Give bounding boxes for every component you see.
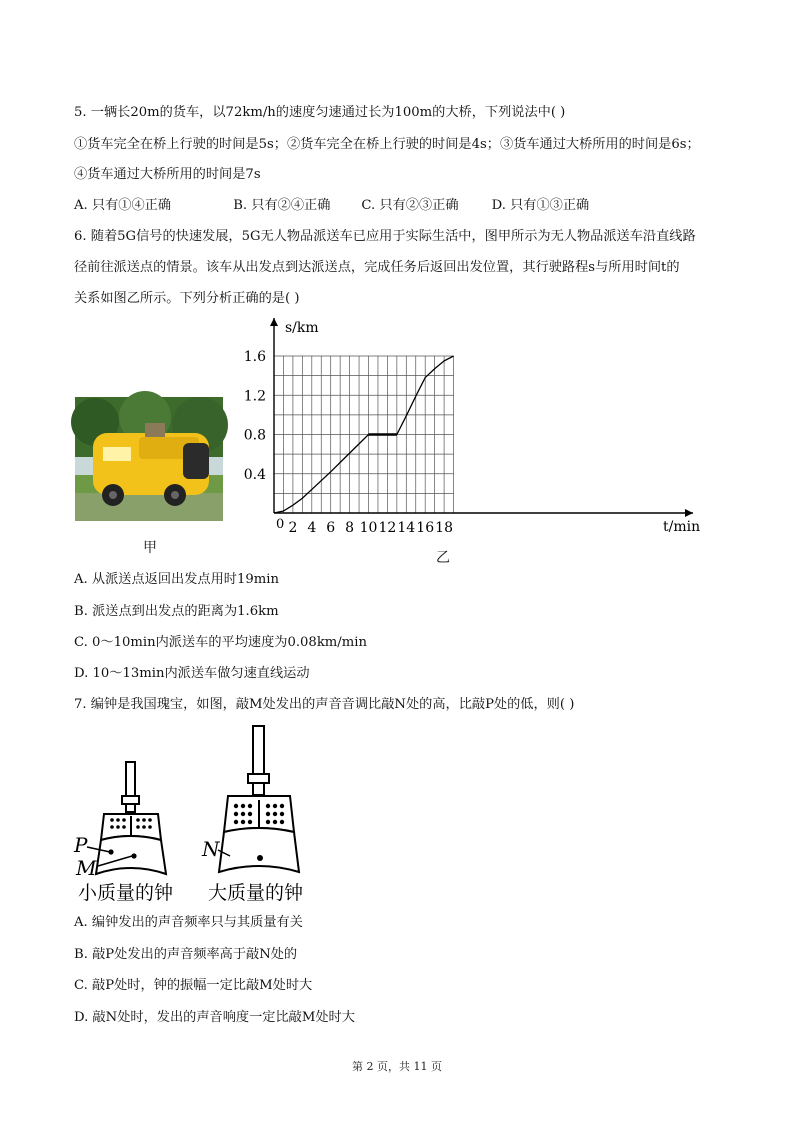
y-tick-label: 1.6 (243, 349, 266, 365)
y-tick-label: 1.2 (243, 388, 266, 405)
q6-option-c: C. 0～10min内派送车的平均速度为0.08km/min (74, 635, 367, 650)
x-tick-label: 16 (416, 520, 435, 536)
q5-option-d: D. 只有①③正确 (491, 198, 590, 213)
q5-statements-1: ①货车完全在桥上行驶的时间是5s；②货车完全在桥上行驶的时间是4s；③货车通过大桥所用的时间是6s； (74, 137, 700, 152)
x-tick-label: 12 (378, 520, 397, 536)
x-tick-label: 10 (359, 520, 378, 536)
bianzhong-figure (70, 722, 320, 911)
y-tick-label: 0.8 (243, 427, 266, 444)
q5-option-b: B. 只有②④正确 (233, 198, 331, 213)
q6-option-a: A. 从派送点返回出发点用时19min (74, 572, 279, 587)
x-tick-label: 6 (326, 520, 336, 536)
x-axis-arrow (685, 509, 693, 517)
x-tick-label: 8 (345, 520, 355, 536)
photo-caption: 甲 (143, 540, 157, 556)
x-axis-label: t/min (663, 519, 701, 535)
q6-option-d: D. 10～13min内派送车做匀速直线运动 (74, 666, 310, 681)
q6-option-b: B. 派送点到出发点的距离为1.6km (74, 604, 279, 619)
q7-stem: 7. 编钟是我国瑰宝，如图，敲M处发出的声音音调比敲N处的高，比敲P处的低，则( ) (74, 697, 575, 712)
label-p: P (74, 833, 88, 857)
q5-statements-2: ④货车通过大桥所用的时间是7s (74, 167, 261, 182)
y-axis-arrow (270, 318, 278, 326)
x-tick-label: 14 (397, 520, 416, 536)
q5-options (74, 197, 589, 215)
s-t-chart (243, 312, 715, 564)
x-tick-label: 18 (435, 520, 454, 536)
q6-stem-2: 径前往派送点的情景。该车从出发点到达派送点，完成任务后返回出发位置，其行驶路程s与所用时间t的 (74, 260, 680, 275)
x-tick-label: 4 (307, 520, 317, 536)
small-bell (96, 762, 166, 874)
label-n: N (202, 837, 220, 861)
q5-option-a: A. 只有①④正确 (74, 198, 172, 213)
delivery-vehicle-photo (75, 397, 223, 521)
q6-stem-3: 关系如图乙所示。下列分析正确的是( ) (74, 291, 300, 306)
label-m: M (76, 856, 97, 880)
y-tick-label: 0.4 (243, 466, 266, 483)
page-footer: 第 2 页，共 11 页 (352, 1060, 442, 1073)
q5-option-c: C. 只有②③正确 (361, 198, 459, 213)
q6-stem-1: 6. 随着5G信号的快速发展，5G无人物品派送车已应用于实际生活中，图甲所示为无人物品派送车沿直线路 (74, 229, 696, 244)
large-bell (219, 726, 299, 872)
s-t-chart-svg (243, 312, 715, 560)
large-bell-caption: 大质量的钟 (208, 882, 304, 904)
q7-option-b: B. 敲P处发出的声音频率高于敲N处的 (74, 947, 298, 962)
x-tick-label: 2 (288, 520, 298, 536)
q7-option-c: C. 敲P处时，钟的振幅一定比敲M处时大 (74, 978, 313, 993)
x-tick-label: 0 (276, 517, 285, 532)
y-axis-label: s/km (285, 320, 319, 336)
q7-option-a: A. 编钟发出的声音频率只与其质量有关 (74, 915, 303, 930)
small-bell-caption: 小质量的钟 (78, 882, 174, 904)
q7-option-d: D. 敲N处时，发出的声音响度一定比敲M处时大 (74, 1010, 355, 1025)
q5-stem: 5. 一辆长20m的货车，以72km/h的速度匀速通过长为100m的大桥，下列说法中( ) (74, 105, 566, 120)
chart-caption: 乙 (436, 550, 450, 566)
